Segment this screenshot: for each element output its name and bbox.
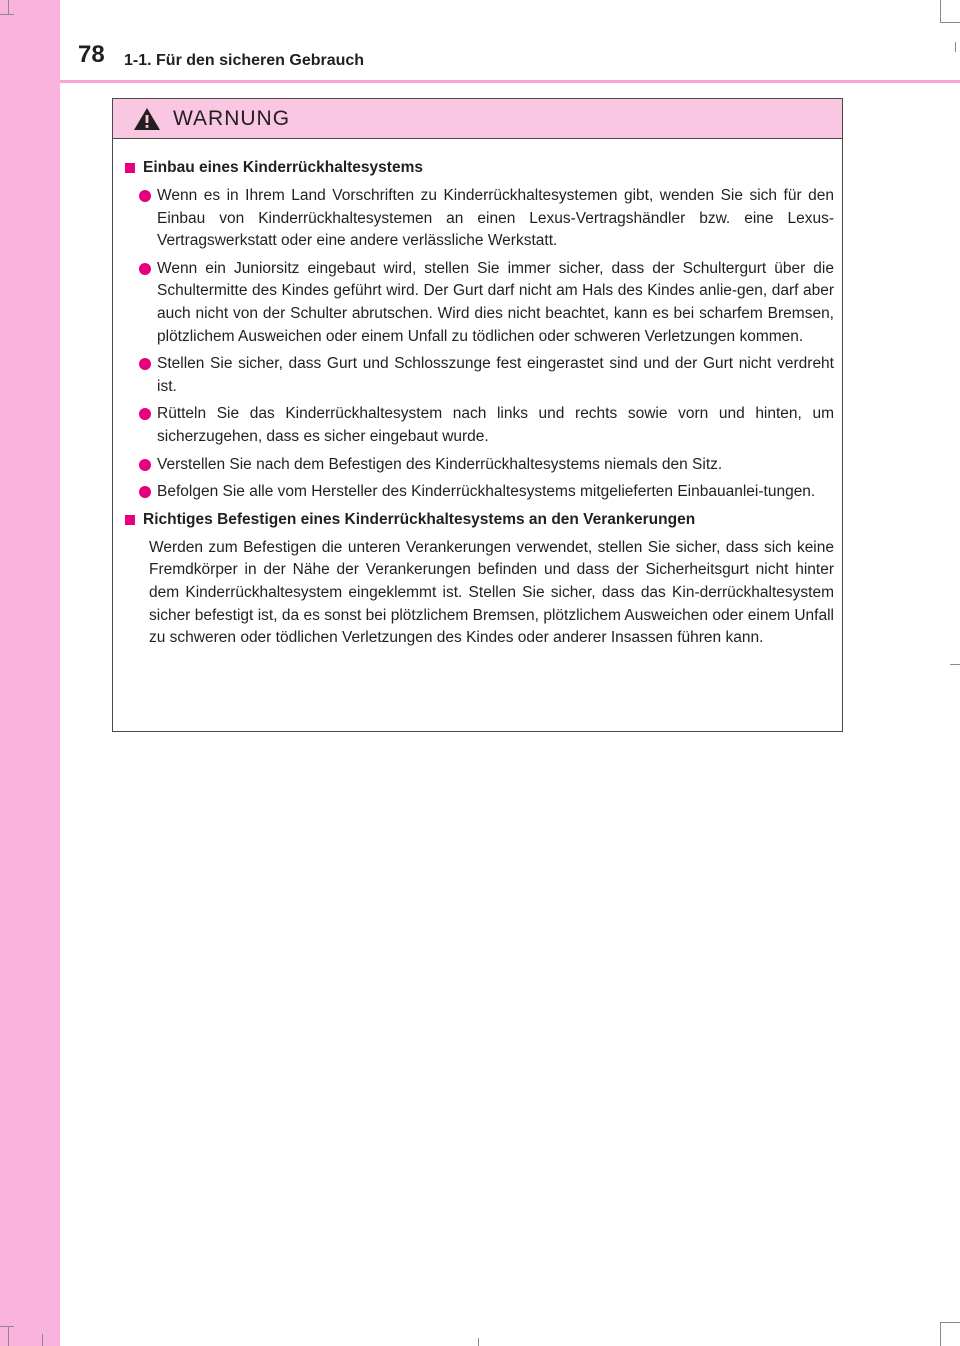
- warning-header: [113, 99, 842, 139]
- bullet-text: Wenn es in Ihrem Land Vorschriften zu Kinderrückhaltesystemen gibt, wenden Sie sich für den Einbau von Kinderrückhaltesystemen an einen Lexus-Vertragshändler bzw. eine Lexus-Vertragswerkstatt oder eine andere verlässliche Werkstatt.: [157, 187, 834, 250]
- crop-mark: [940, 0, 941, 22]
- warning-content: [113, 139, 842, 650]
- bullet-dot-icon: [139, 190, 151, 202]
- crop-mark: [8, 1326, 9, 1346]
- crop-mark: [0, 14, 14, 15]
- crop-mark: [940, 1322, 941, 1346]
- list-item: [139, 403, 834, 448]
- bullet-text: Verstellen Sie nach dem Befestigen des Kinderrückhaltesystems niemals den Sitz.: [157, 455, 723, 473]
- list-item: [139, 454, 834, 477]
- crop-mark: [42, 1334, 43, 1346]
- bullet-dot-icon: [139, 486, 151, 498]
- crop-mark: [478, 1338, 479, 1346]
- bullet-dot-icon: [139, 358, 151, 370]
- section-heading: [125, 157, 834, 179]
- heading-text: Einbau eines Kinderrückhaltesystems: [143, 159, 423, 176]
- list-item: [139, 481, 834, 504]
- bullet-dot-icon: [139, 263, 151, 275]
- crop-mark: [955, 42, 956, 52]
- list-item: [139, 258, 834, 348]
- header-rule: [60, 80, 960, 83]
- crop-mark: [0, 1326, 14, 1327]
- heading-text: Richtiges Befestigen eines Kinderrückhaltesystems an den Verankerungen: [143, 510, 696, 528]
- bullet-text: Rütteln Sie das Kinderrückhaltesystem nach links und rechts sowie vorn und hinten, um sicherzugehen, dass es sicher eingebaut wurde.: [157, 405, 834, 445]
- bullet-dot-icon: [139, 408, 151, 420]
- warning-triangle-icon: [133, 107, 161, 131]
- square-bullet-icon: [125, 515, 135, 525]
- section-paragraph: Werden zum Befestigen die unteren Verankerungen verwendet, stellen Sie sicher, dass sich keine Fremdkörper in der Nähe der Verankerungen befinden und dass der Sicherheitsgurt nicht hinter dem Kinderrückhaltesystem eingeklemmt ist. Stellen Sie sicher, dass das Kin-derrückhaltesystem sicher befestigt ist, da es sonst bei plötzlichem Bremsen, plötzlichem Ausweichen oder einem Unfall zu schweren oder tödlichen Verletzungen des Kindes oder anderer Insassen führen kann.: [149, 538, 834, 647]
- list-item: [139, 185, 834, 253]
- crop-mark: [940, 22, 960, 23]
- crop-mark: [950, 664, 960, 665]
- bullet-text: Stellen Sie sicher, dass Gurt und Schlosszunge fest eingerastet sind und der Gurt nicht verdreht ist.: [157, 355, 834, 395]
- bullet-dot-icon: [139, 459, 151, 471]
- warning-box: [112, 98, 843, 732]
- section-heading: [125, 509, 834, 531]
- crop-mark: [940, 1322, 960, 1323]
- page-number: 78: [78, 41, 105, 68]
- bullet-text: Befolgen Sie alle vom Hersteller des Kinderrückhaltesystems mitgelieferten Einbauanlei-tungen.: [157, 483, 816, 501]
- bullet-text: Wenn ein Juniorsitz eingebaut wird, stellen Sie immer sicher, dass der Schultergurt über die Schultermitte des Kindes geführt wird. Der Gurt darf nicht am Hals des Kindes anlie-gen, darf aber auch nicht von der Schulter abrutschen. Wird dies nicht beachtet, kann es bei scharfem Bremsen, plötzlichem Ausweichen oder einem Unfall zu tödlichen oder schweren Verletzungen kommen.: [157, 259, 834, 345]
- page-side-band: [0, 0, 60, 1346]
- warning-title: WARNUNG: [173, 107, 291, 130]
- section-title: 1-1. Für den sicheren Gebrauch: [124, 52, 365, 69]
- square-bullet-icon: [125, 163, 135, 173]
- list-item: [139, 353, 834, 398]
- crop-mark: [8, 0, 9, 14]
